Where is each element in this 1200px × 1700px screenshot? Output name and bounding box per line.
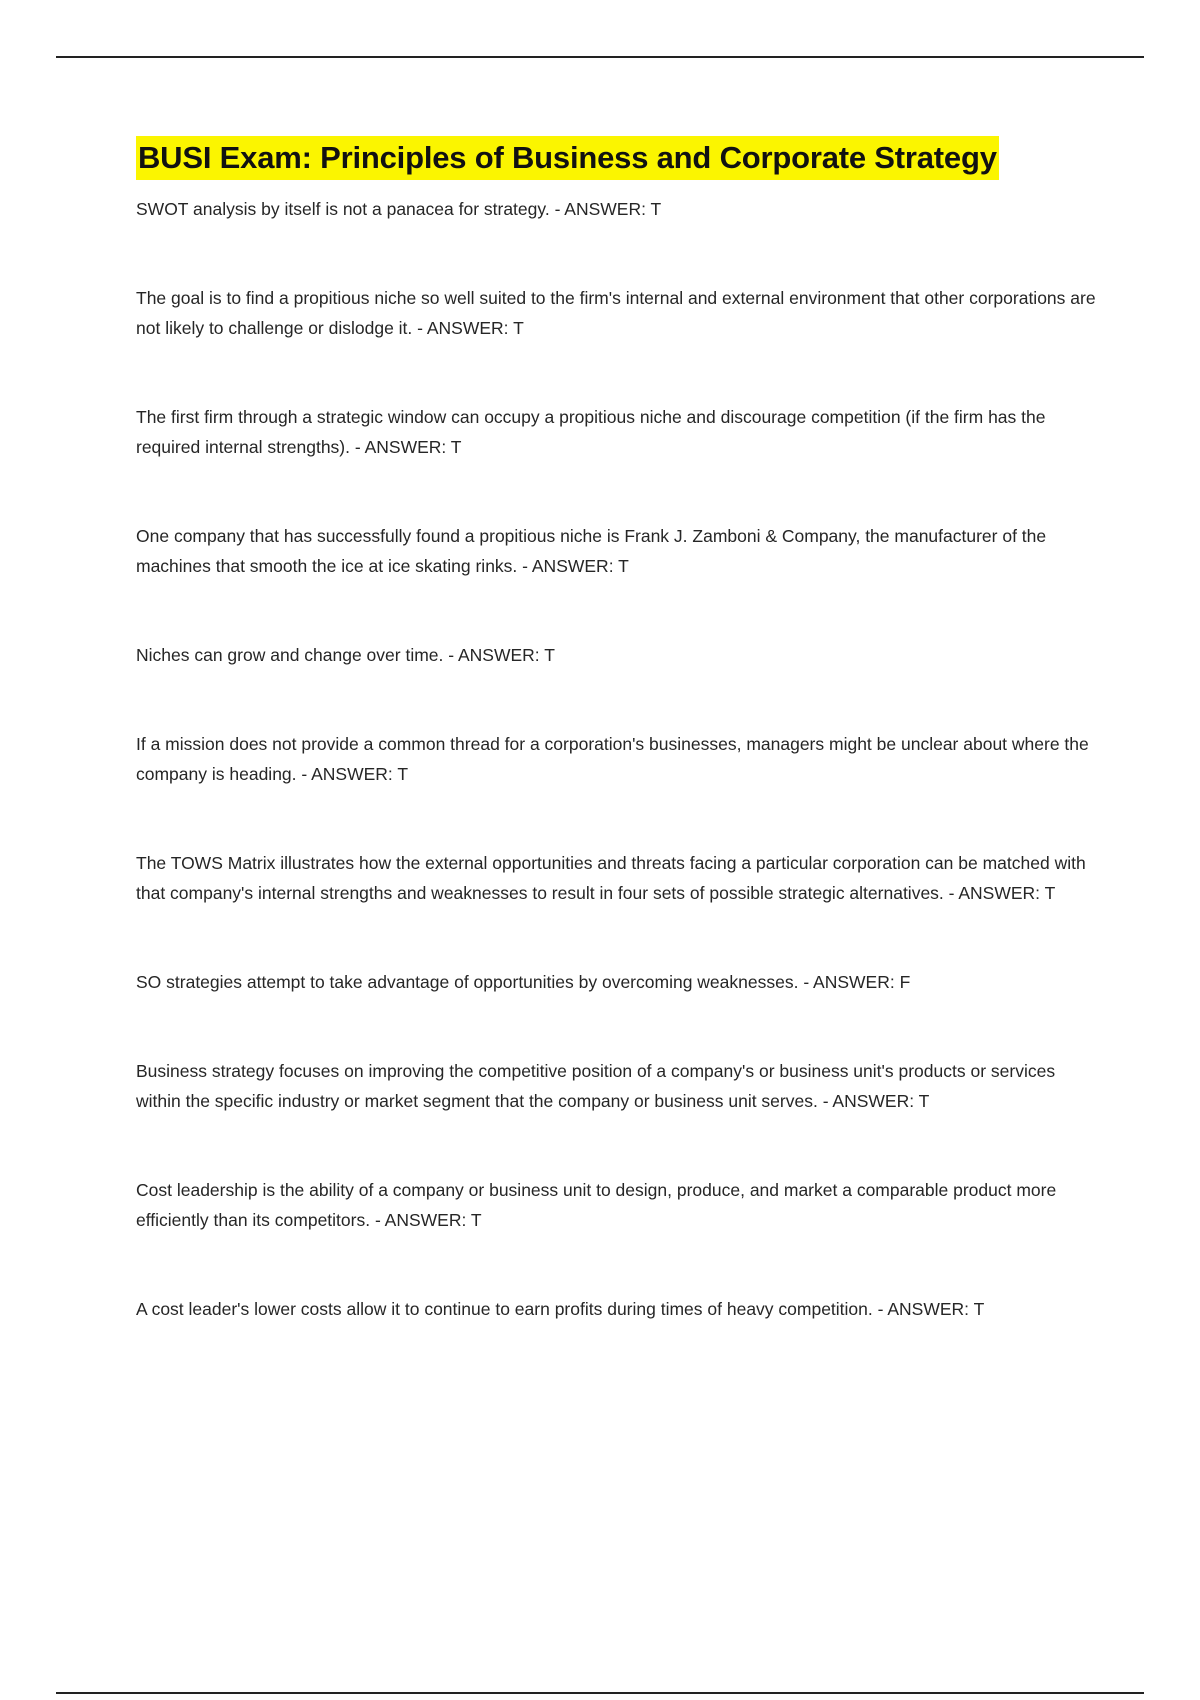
question-item: SO strategies attempt to take advantage of opportunities by overcoming weaknesses. - ANSWER: F: [136, 972, 911, 992]
question-item: SWOT analysis by itself is not a panacea for strategy. - ANSWER: T: [136, 199, 662, 219]
bottom-rule: [56, 1692, 1144, 1694]
question-item: The goal is to find a propitious niche so well suited to the firm's internal and external environment that other corporations are not likely to challenge or dislodge it. - ANSWER: T: [136, 288, 1096, 338]
question-item: If a mission does not provide a common thread for a corporation's businesses, managers might be unclear about where the company is heading. - ANSWER: T: [136, 734, 1089, 784]
document-body: [136, 136, 1096, 1324]
top-rule: [56, 56, 1144, 58]
question-item: The TOWS Matrix illustrates how the external opportunities and threats facing a particular corporation can be matched with that company's internal strengths and weaknesses to result in four sets of possible strategic alternatives. - ANSWER: T: [136, 853, 1086, 903]
question-item: Cost leadership is the ability of a company or business unit to design, produce, and market a comparable product more efficiently than its competitors. - ANSWER: T: [136, 1180, 1057, 1230]
question-item: Business strategy focuses on improving the competitive position of a company's or business unit's products or services within the specific industry or market segment that the company or business unit serves. - ANSWER: T: [136, 1061, 1056, 1111]
question-list: [136, 194, 1096, 1324]
question-item: The first firm through a strategic window can occupy a propitious niche and discourage competition (if the firm has the required internal strengths). - ANSWER: T: [136, 407, 1046, 457]
document-title: BUSI Exam: Principles of Business and Corporate Strategy: [136, 136, 999, 180]
question-item: A cost leader's lower costs allow it to continue to earn profits during times of heavy competition. - ANSWER: T: [136, 1299, 985, 1319]
question-item: Niches can grow and change over time. - ANSWER: T: [136, 645, 555, 665]
question-item: One company that has successfully found a propitious niche is Frank J. Zamboni & Company, the manufacturer of the machines that smooth the ice at ice skating rinks. - ANSWER: T: [136, 526, 1047, 576]
